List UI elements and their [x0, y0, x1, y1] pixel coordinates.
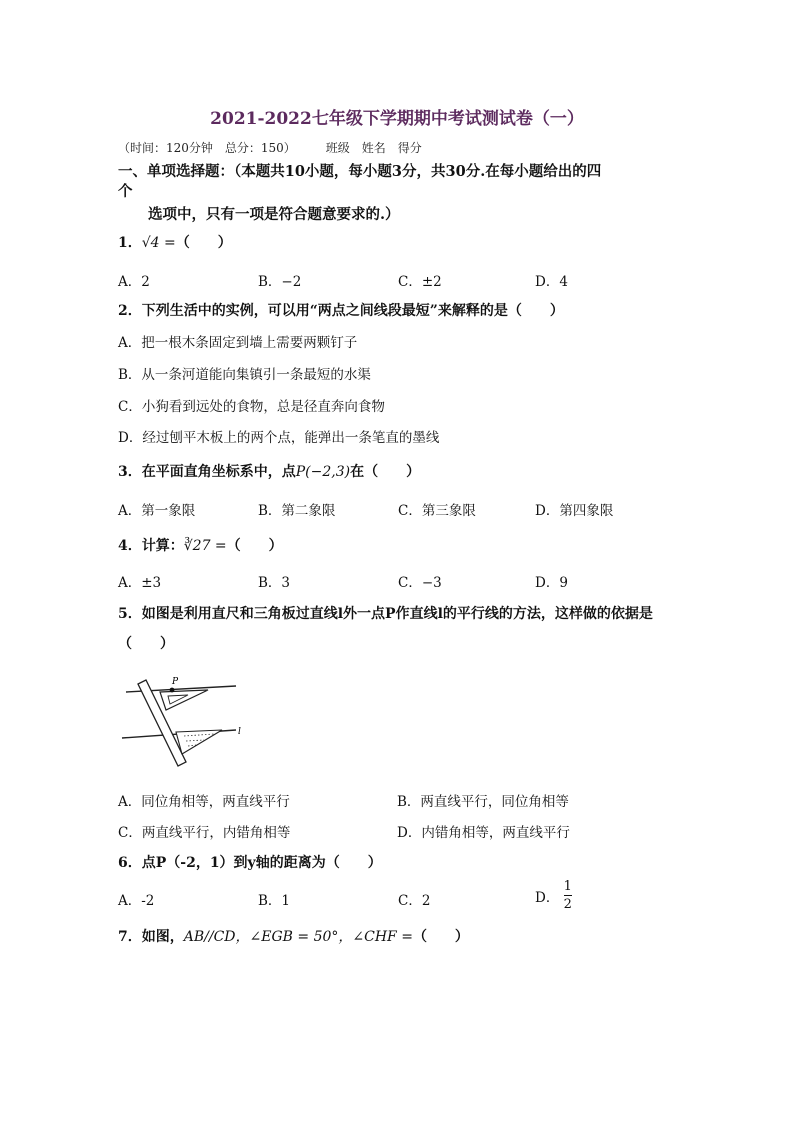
question-3-option-b: B．第二象限 — [258, 503, 336, 519]
question-4-option-a: A．±3 — [118, 575, 162, 591]
question-5-stem-line2: （ ） — [118, 636, 174, 652]
triangle-bottom — [176, 730, 222, 754]
question-4-option-c: C．−3 — [398, 575, 442, 591]
fraction-bar — [564, 895, 572, 896]
question-5-option-b: B．两直线平行，同位角相等 — [397, 794, 569, 810]
question-5-option-d: D．内错角相等，两直线平行 — [397, 825, 570, 841]
question-1-option-d: D．4 — [535, 274, 568, 290]
question-6-option-a: A．-2 — [118, 893, 155, 909]
question-6-option-c: C．2 — [398, 893, 431, 909]
answer-blank: 在（ ） — [350, 464, 421, 480]
math-expression: P(−2,3) — [295, 464, 351, 480]
page-title: 2021-2022七年级下学期期中考试测试卷（一） — [210, 109, 584, 129]
section-heading-line3: 选项中，只有一项是符合题意要求的.） — [148, 206, 400, 223]
exam-meta: （时间：120分钟 总分：150） 班级 姓名 得分 — [118, 141, 422, 155]
question-6-stem: 6．点P（-2，1）到y轴的距离为（ ） — [118, 855, 382, 871]
question-3-option-a: A．第一象限 — [118, 503, 196, 519]
point-p-label: P — [172, 677, 179, 687]
section-heading-line2: 个 — [118, 183, 133, 200]
question-1-stem — [118, 232, 232, 252]
question-1-option-a: A．2 — [118, 274, 150, 290]
math-expression: ∛27 = — [183, 538, 227, 554]
question-text: 4．计算： — [118, 538, 184, 554]
question-1-option-c: C．±2 — [398, 274, 442, 290]
question-text: 3．在平面直角坐标系中，点 — [118, 464, 296, 480]
line-l-label: l — [238, 727, 241, 737]
question-4-stem — [118, 535, 283, 555]
fraction — [564, 880, 572, 911]
question-3-option-d: D．第四象限 — [535, 503, 614, 519]
question-3-stem — [118, 461, 420, 481]
answer-blank: （ ） — [412, 929, 469, 945]
question-6-option-b: B．1 — [258, 893, 291, 909]
section-heading-line1: 一、单项选择题：（本题共10小题，每小题3分，共30分.在每小题给出的四 — [118, 163, 602, 180]
question-7-stem — [118, 926, 469, 946]
math-expression: AB//CD，∠EGB = 50°，∠CHF = — [183, 929, 413, 945]
math-expression: √4 = — [141, 235, 176, 251]
question-2-option-d: D．经过刨平木板上的两个点，能弹出一条笔直的墨线 — [118, 430, 440, 446]
question-text: 7．如图， — [118, 929, 184, 945]
question-5-option-c: C．两直线平行，内错角相等 — [118, 825, 291, 841]
answer-blank: （ ） — [175, 235, 232, 251]
question-3-option-c: C．第三象限 — [398, 503, 476, 519]
question-number: 1． — [118, 235, 142, 251]
answer-blank: （ ） — [226, 538, 283, 554]
point-p-dot — [170, 688, 175, 693]
ruler-triangle-figure — [118, 672, 248, 772]
question-2-stem: 2．下列生活中的实例，可以用“两点之间线段最短”来解释的是（ ） — [118, 303, 564, 319]
question-6-option-d — [535, 880, 572, 911]
option-d-label: D． — [535, 889, 560, 906]
question-2-option-a: A．把一根木条固定到墙上需要两颗钉子 — [118, 335, 358, 351]
question-1-option-b: B．−2 — [258, 274, 302, 290]
triangle-top — [160, 690, 208, 710]
question-2-option-b: B．从一条河道能向集镇引一条最短的水渠 — [118, 367, 371, 383]
fraction-denominator: 2 — [563, 897, 572, 912]
question-2-option-c: C．小狗看到远处的食物，总是径直奔向食物 — [118, 399, 385, 415]
question-5-stem-line1: 5．如图是利用直尺和三角板过直线l外一点P作直线l的平行线的方法，这样做的依据是 — [118, 606, 653, 622]
question-4-option-d: D．9 — [535, 575, 568, 591]
question-5-option-a: A．同位角相等，两直线平行 — [118, 794, 290, 810]
fraction-numerator: 1 — [563, 879, 572, 894]
question-4-option-b: B．3 — [258, 575, 291, 591]
